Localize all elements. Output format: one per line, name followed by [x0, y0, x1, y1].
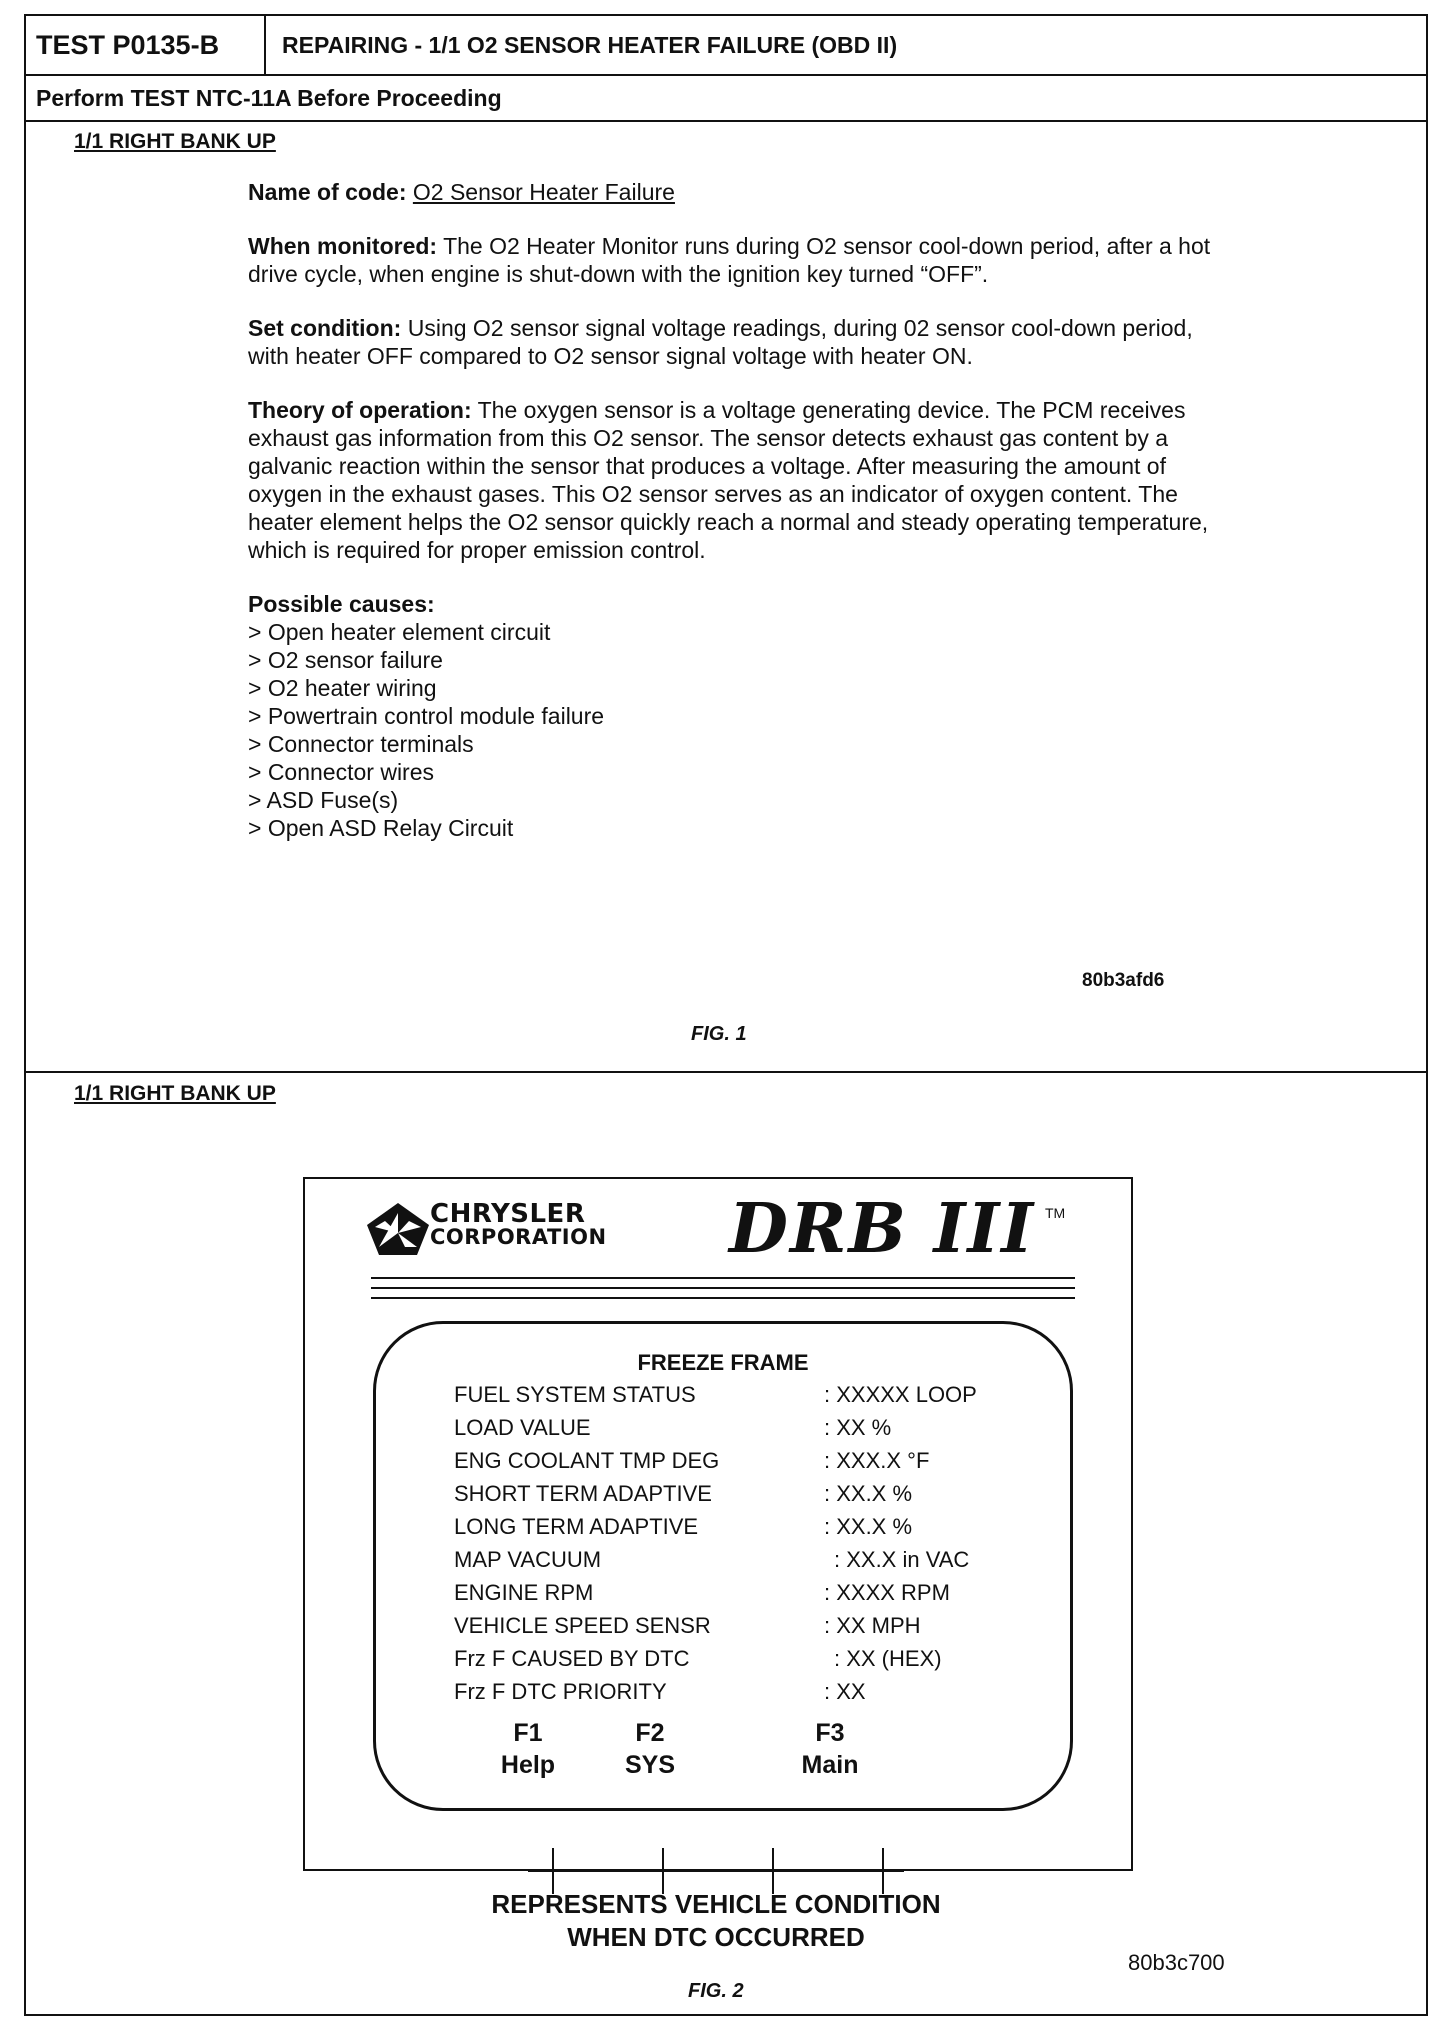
- name-of-code-value: O2 Sensor Heater Failure: [412, 179, 675, 205]
- section-divider: [26, 1071, 1426, 1073]
- row-label: Frz F DTC PRIORITY: [454, 1679, 667, 1704]
- row-value: : XX (HEX): [834, 1646, 942, 1671]
- pointer-bracket-line: [528, 1870, 904, 1872]
- set-condition: [248, 314, 1228, 370]
- figure2-caption: FIG. 2: [688, 1980, 744, 2002]
- row-value: : XX %: [824, 1415, 892, 1440]
- freeze-frame-screen: [373, 1321, 1073, 1811]
- row-label: Frz F CAUSED BY DTC: [454, 1646, 690, 1671]
- logo-line2: CORPORATION: [430, 1225, 607, 1249]
- cause-item: > Powertrain control module failure: [248, 703, 605, 729]
- fkey-label: Main: [801, 1751, 859, 1779]
- function-key-f1[interactable]: [468, 1717, 588, 1781]
- pentastar-logo-icon: [365, 1201, 431, 1257]
- possible-causes: [248, 590, 1228, 842]
- row-label: SHORT TERM ADAPTIVE: [454, 1481, 712, 1506]
- cause-item: > Open heater element circuit: [248, 619, 551, 645]
- row-value: : XXX.X °F: [824, 1448, 930, 1473]
- theory-label: Theory of operation:: [248, 397, 472, 423]
- name-of-code: [248, 178, 1228, 206]
- cause-item: > Open ASD Relay Circuit: [248, 815, 514, 841]
- fkey-code: F3: [815, 1719, 845, 1747]
- document-page: [24, 14, 1428, 2016]
- row-value: : XX.X in VAC: [834, 1547, 970, 1572]
- when-monitored-label: When monitored:: [248, 233, 438, 259]
- cause-item: > Connector wires: [248, 759, 434, 785]
- trademark-mark: TM: [1045, 1205, 1066, 1221]
- row-label: VEHICLE SPEED SENSR: [454, 1613, 711, 1638]
- fkey-label: SYS: [624, 1751, 676, 1779]
- when-monitored: [248, 232, 1228, 288]
- rule-line: [371, 1297, 1075, 1299]
- row-value: : XX: [824, 1679, 866, 1704]
- page-title: REPAIRING - 1/1 O2 SENSOR HEATER FAILURE (OBD II): [282, 32, 898, 58]
- row-label: MAP VACUUM: [454, 1547, 602, 1572]
- row-value: : XXXX RPM: [824, 1580, 950, 1605]
- fkey-label: Help: [500, 1751, 556, 1779]
- test-code: TEST P0135-B: [26, 16, 266, 74]
- row-label: LOAD VALUE: [454, 1415, 591, 1440]
- function-key-f3[interactable]: [770, 1717, 890, 1781]
- cause-item: > ASD Fuse(s): [248, 787, 399, 813]
- set-condition-text: Using O2 sensor signal voltage readings, during 02 sensor cool-down period, with heater OFF compared to O2 sensor signal voltage with heater ON.: [248, 315, 1193, 369]
- section1-body: [248, 178, 1228, 842]
- figure2-reference: 80b3c700: [1128, 1950, 1225, 1975]
- set-condition-label: Set condition:: [248, 315, 402, 341]
- function-key-f2[interactable]: [590, 1717, 710, 1781]
- row-label: ENG COOLANT TMP DEG: [454, 1448, 720, 1473]
- section1-label: 1/1 RIGHT BANK UP: [74, 130, 276, 153]
- figure1-caption: FIG. 1: [691, 1023, 747, 1045]
- drb-device-illustration: [303, 1177, 1133, 1871]
- name-of-code-label: Name of code:: [248, 179, 407, 205]
- row-value: : XX.X %: [824, 1514, 913, 1539]
- screen-title: FREEZE FRAME: [637, 1350, 809, 1375]
- row-label: ENGINE RPM: [454, 1580, 594, 1605]
- row-value: : XX MPH: [824, 1613, 921, 1638]
- row-label: LONG TERM ADAPTIVE: [454, 1514, 699, 1539]
- cause-item: > Connector terminals: [248, 731, 474, 757]
- rule-line: [371, 1277, 1075, 1279]
- causes-label: Possible causes:: [248, 591, 435, 617]
- cause-item: > O2 heater wiring: [248, 675, 437, 701]
- rule-line: [371, 1287, 1075, 1289]
- row-value: : XXXXX LOOP: [824, 1382, 977, 1407]
- row-value: : XX.X %: [824, 1481, 913, 1506]
- device-name: DRB III: [729, 1189, 1036, 1269]
- header-bar: [26, 16, 1426, 76]
- caption-line1: REPRESENTS VEHICLE CONDITION: [491, 1889, 941, 1919]
- prerequisite-note: Perform TEST NTC-11A Before Proceeding: [26, 76, 1426, 122]
- logo-line1: CHRYSLER: [430, 1199, 586, 1229]
- cause-item: > O2 sensor failure: [248, 647, 443, 673]
- when-monitored-text: The O2 Heater Monitor runs during O2 sensor cool-down period, after a hot drive cycle, when engine is shut-down with the ignition key turned “OFF”.: [248, 233, 1211, 287]
- caption-line2: WHEN DTC OCCURRED: [567, 1922, 865, 1952]
- fkey-code: F1: [513, 1719, 543, 1747]
- chrysler-logo-text: [430, 1199, 607, 1249]
- row-label: FUEL SYSTEM STATUS: [454, 1382, 696, 1407]
- figure2-caption-text: [266, 1888, 1166, 1954]
- fkey-code: F2: [635, 1719, 665, 1747]
- theory-text: The oxygen sensor is a voltage generating device. The PCM receives exhaust gas information from this O2 sensor. The sensor detects exhaust gas content by a galvanic reaction within the sensor that produces a voltage. After measuring the amount of oxygen in the exhaust gases. This O2 sensor serves as an indicator of oxygen content. The heater element helps the O2 sensor quickly reach a normal and steady operating temperature, which is required for proper emission control.: [248, 397, 1209, 563]
- section2-label: 1/1 RIGHT BANK UP: [74, 1082, 276, 1105]
- causes-list: [248, 618, 1228, 842]
- figure1-reference: 80b3afd6: [1082, 970, 1165, 991]
- theory-of-operation: [248, 396, 1228, 564]
